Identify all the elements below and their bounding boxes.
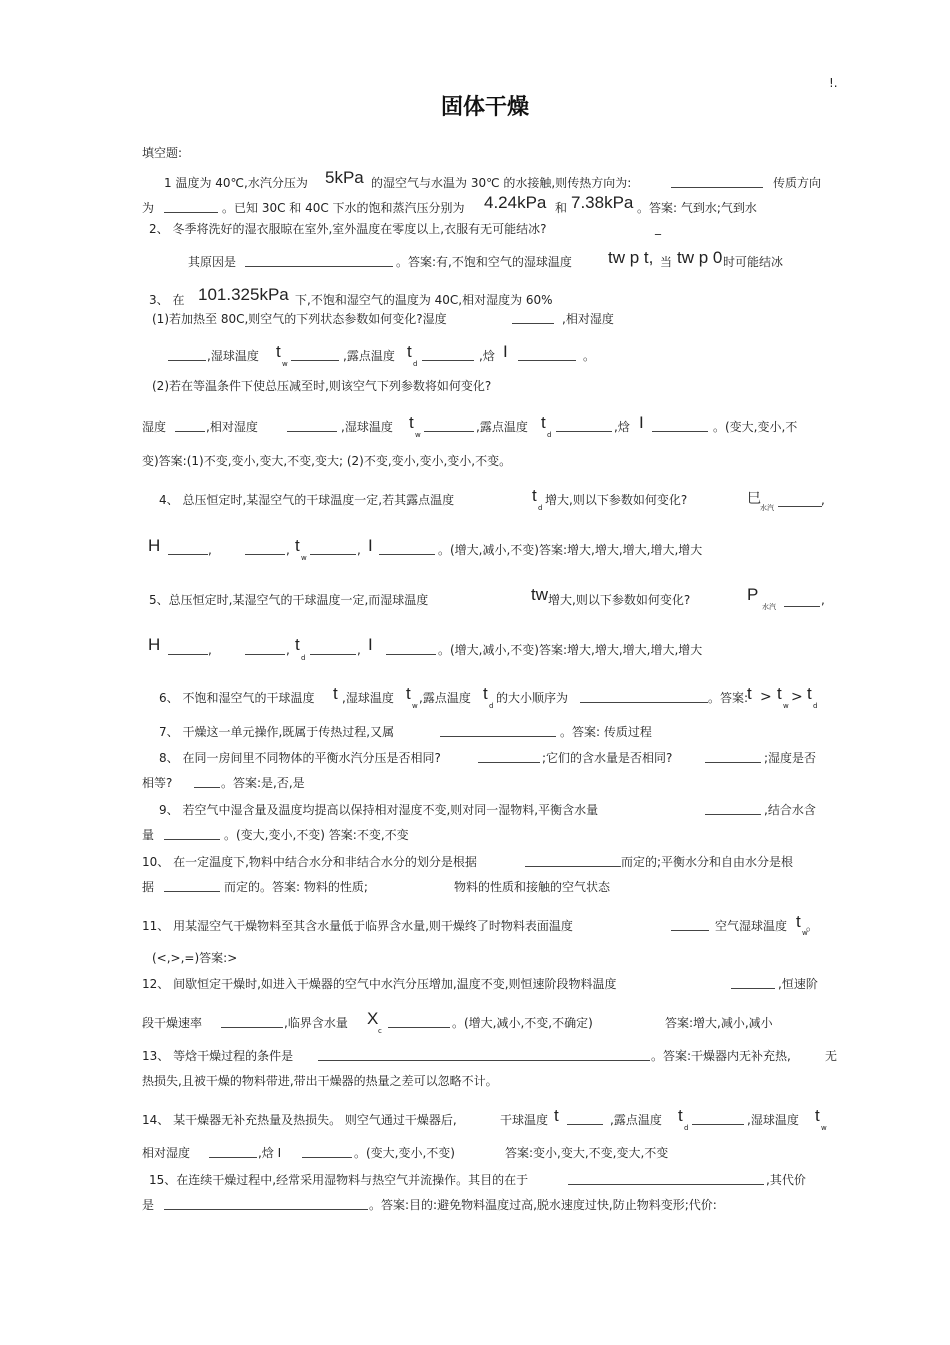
q9-text: ,结合水含 <box>764 803 816 817</box>
q1-value: 5kPa <box>325 168 364 187</box>
q14-text: ,湿球温度 <box>747 1113 799 1127</box>
q15-blank <box>566 1174 766 1187</box>
q4-symbol: t <box>532 486 537 505</box>
q3-blank <box>650 421 710 434</box>
q3-blank <box>289 350 341 363</box>
q1-text: 传质方向 <box>773 176 822 190</box>
q2-text: 时可能结冰 <box>723 255 784 269</box>
q13-blank <box>316 1050 652 1063</box>
q5-blank <box>166 644 210 657</box>
q3-blank <box>510 313 556 326</box>
q4-symbol: t <box>295 536 300 555</box>
q2-text: 2、 冬季将洗好的湿衣服晾在室外,室外温度在零度以上,衣服有无可能结冰? <box>149 222 547 236</box>
q3-symbol: t <box>541 413 546 432</box>
q4-subscript: d <box>538 504 543 512</box>
q14-blank <box>565 1114 605 1127</box>
q3-blank <box>516 350 578 363</box>
q2-formula: tw p t, <box>608 248 654 267</box>
q1-blank <box>162 202 220 215</box>
q5-blank <box>243 644 287 657</box>
q3-blank <box>173 421 207 434</box>
q8-text: ;它们的含水量是否相同? <box>542 751 673 765</box>
q15-text: 15、在连续干燥过程中,经常采用湿物料与热空气并流操作。其目的在于 <box>149 1173 529 1187</box>
q6-symbol: t <box>406 684 411 703</box>
q3-value: 101.325kPa <box>198 285 289 304</box>
q8-blank <box>703 752 763 765</box>
q3-text: ,露点温度 <box>343 349 395 363</box>
q12-answer: 答案:增大,减小,减小 <box>665 1016 773 1030</box>
q9-blank <box>162 829 222 842</box>
q2-text: _ <box>655 221 661 235</box>
q7-answer: 。答案: 传质过程 <box>560 725 652 739</box>
q14-answer: 答案:变小,变大,不变,变大,不变 <box>505 1146 669 1160</box>
q14-symbol: t <box>554 1106 559 1125</box>
q4-symbol: I <box>368 536 373 555</box>
q14-text: 干球温度 <box>500 1113 549 1127</box>
q9-text: 9、 若空气中湿含量及温度均提高以保持相对湿度不变,则对同一湿物料,平衡含水量 <box>159 803 599 817</box>
q6-subscript: w <box>783 702 789 710</box>
q6-answer: 。答案: <box>708 691 749 705</box>
section-heading: 填空题: <box>142 146 183 160</box>
q6-subscript: d <box>489 702 494 710</box>
q6-symbol: > <box>791 689 803 705</box>
q6-symbol: t <box>333 684 338 703</box>
q13-answer: 。答案:干燥器内无补充热, <box>651 1049 791 1063</box>
q12-text: 段干燥速率 <box>142 1016 203 1030</box>
q4-subscript: 水汽 <box>760 504 774 512</box>
q3-text: (1)若加热至 80C,则空气的下列状态参数如何变化?湿度 <box>152 312 447 326</box>
q14-subscript: w <box>821 1124 827 1132</box>
q6-symbol: > <box>760 689 772 705</box>
q12-symbol: X <box>367 1009 379 1028</box>
q12-subscript: c <box>378 1027 382 1035</box>
q3-blank <box>554 421 614 434</box>
q2-blank <box>243 256 395 269</box>
q3-blank <box>422 421 476 434</box>
q1-text: 为 <box>142 201 155 215</box>
q2-formula: tw p 0 <box>677 248 723 267</box>
q3-blank <box>285 421 339 434</box>
q14-symbol: t <box>678 1106 683 1125</box>
q9-answer: 。(变大,变小,不变) 答案:不变,不变 <box>224 828 409 842</box>
q6-subscript: w <box>412 702 418 710</box>
corner-mark: !. <box>829 76 838 90</box>
q4-subscript: w <box>301 554 307 562</box>
q10-blank <box>162 881 222 894</box>
q8-answer: 。答案:是,否,是 <box>221 776 305 790</box>
q1-text: 和 <box>555 201 568 215</box>
q3-subscript: w <box>415 431 421 439</box>
q9-blank <box>703 804 763 817</box>
q12-blank <box>386 1017 452 1030</box>
q4-answer: 。(增大,减小,不变)答案:增大,增大,增大,增大,增大 <box>438 543 703 557</box>
q10-blank <box>523 856 623 869</box>
q10-text: 据 <box>142 880 155 894</box>
q3-blank <box>166 350 208 363</box>
q7-text: 7、 干燥这一单元操作,既属于传热过程,又属 <box>159 725 395 739</box>
q4-blank <box>308 544 358 557</box>
q14-text: ,焓 I <box>258 1146 282 1160</box>
q3-text: ,湿球温度 <box>207 349 259 363</box>
q6-subscript: d <box>813 702 818 710</box>
q5-symbol: tw <box>531 585 548 604</box>
q3-text: ,相对湿度 <box>562 312 614 326</box>
q3-symbol: I <box>639 413 644 432</box>
q14-text: 。(变大,变小,不变) <box>354 1146 455 1160</box>
q3-text: ,焓 <box>479 349 495 363</box>
q10-answer: 而定的。答案: 物料的性质; <box>224 880 368 894</box>
q3-text: ,露点温度 <box>476 420 528 434</box>
q3-subscript: d <box>413 360 418 368</box>
q6-text: 6、 不饱和湿空气的干球温度 <box>159 691 315 705</box>
q3-text: 3、 在 <box>149 293 185 307</box>
q14-blank <box>300 1147 354 1160</box>
q6-text: 的大小顺序为 <box>496 691 569 705</box>
q3-symbol: t <box>409 413 414 432</box>
q5-symbol: P <box>747 585 759 604</box>
q11-text: 空气湿球温度 <box>715 919 788 933</box>
q4-text: 4、 总压恒定时,某湿空气的干球温度一定,若其露点温度 <box>159 493 455 507</box>
q4-text: , <box>208 543 212 557</box>
q12-text: ,恒速阶 <box>778 977 818 991</box>
q5-text: , <box>208 643 212 657</box>
q12-text: 12、 间歇恒定干燥时,如进入干燥器的空气中水汽分压增加,温度不变,则恒速阶段物料温度 <box>142 977 617 991</box>
q4-text: , <box>821 493 825 507</box>
q5-text: 5、总压恒定时,某湿空气的干球温度一定,而湿球温度 <box>149 593 429 607</box>
q6-text: ,湿球温度 <box>342 691 394 705</box>
q1-text: 1 温度为 40℃,水汽分压为 <box>164 176 308 190</box>
q11-symbol: t <box>796 912 801 931</box>
q5-subscript: d <box>301 654 306 662</box>
q15-text: ,其代价 <box>766 1173 806 1187</box>
q8-blank <box>192 777 222 790</box>
q3-subscript: d <box>547 431 552 439</box>
q3-text: 。(变大,变小,不 <box>713 420 798 434</box>
q3-symbol: t <box>276 342 281 361</box>
q12-blank <box>729 978 777 991</box>
q3-text: 下,不饱和湿空气的温度为 40C,相对湿度为 60% <box>295 293 553 307</box>
q14-blank <box>207 1147 259 1160</box>
q5-symbol: H <box>148 635 161 654</box>
q14-subscript: d <box>684 1124 689 1132</box>
q14-text: 14、 某干燥器无补充热量及热损失。 则空气通过干燥器后, <box>142 1113 457 1127</box>
q6-symbol: t <box>483 684 488 703</box>
q10-answer: 物料的性质和接触的空气状态 <box>454 880 611 894</box>
q9-text: 量 <box>142 828 155 842</box>
q6-symbol: t <box>807 684 812 703</box>
q15-text: 是 <box>142 1198 155 1212</box>
q15-answer: 。答案:目的:避免物料温度过高,脱水速度过快,防止物料变形;代价: <box>369 1198 717 1212</box>
q11-answer: (<,>,=)答案:> <box>152 951 238 965</box>
q5-blank <box>384 644 438 657</box>
q4-blank <box>243 544 287 557</box>
q5-blank <box>308 644 358 657</box>
q3-text: ,焓 <box>614 420 630 434</box>
q11-subscript: w <box>802 929 808 937</box>
q1-text: 的湿空气与水温为 30℃ 的水接触,则传热方向为: <box>371 176 632 190</box>
q3-text: (2)若在等温条件下使总压减至时,则该空气下列参数将如何变化? <box>152 379 492 393</box>
q3-text: ,相对湿度 <box>206 420 258 434</box>
q8-text: 相等? <box>142 776 173 790</box>
q14-text: 相对湿度 <box>142 1146 191 1160</box>
q5-symbol: I <box>368 635 373 654</box>
q11-text: 。 <box>806 919 819 933</box>
q3-blank <box>420 350 476 363</box>
q5-subscript: 水汽 <box>762 603 776 611</box>
q15-blank <box>162 1199 370 1212</box>
q5-text: 增大,则以下参数如何变化? <box>548 593 691 607</box>
q11-blank <box>669 920 711 933</box>
q10-text: 10、 在一定温度下,物料中结合水分和非结合水分的划分是根据 <box>142 855 477 869</box>
q5-text: , <box>821 593 825 607</box>
q14-symbol: t <box>815 1106 820 1125</box>
q3-symbol: t <box>407 342 412 361</box>
q3-subscript: w <box>282 360 288 368</box>
q12-blank <box>219 1017 285 1030</box>
q5-symbol: t <box>295 635 300 654</box>
q14-blank <box>690 1114 746 1127</box>
q12-text: 。(增大,减小,不变,不确定) <box>452 1016 593 1030</box>
q6-text: ,露点温度 <box>419 691 471 705</box>
q1-value: 7.38kPa <box>571 193 634 212</box>
q4-blank <box>377 544 437 557</box>
q2-answer: 。答案:有,不饱和空气的湿球温度 <box>396 255 572 269</box>
q4-symbol: H <box>148 536 161 555</box>
q1-blank <box>669 177 765 190</box>
q4-blank <box>166 544 210 557</box>
q4-blank <box>776 493 825 509</box>
q8-text: ;湿度是否 <box>764 751 817 765</box>
q14-text: ,露点温度 <box>610 1113 662 1127</box>
q12-text: ,临界含水量 <box>284 1016 348 1030</box>
q6-symbol: t <box>777 684 782 703</box>
q2-text: 其原因是 <box>188 255 237 269</box>
q2-text: 当 <box>660 255 673 269</box>
q5-blank <box>782 596 822 609</box>
q4-text: 增大,则以下参数如何变化? <box>545 493 688 507</box>
q11-text: 11、 用某湿空气干燥物料至其含水量低于临界含水量,则干燥终了时物料表面温度 <box>142 919 573 933</box>
q3-text: ,湿球温度 <box>341 420 393 434</box>
q4-text: , <box>286 543 290 557</box>
q6-symbol: t <box>747 684 752 703</box>
q7-blank <box>438 726 558 739</box>
q3-answer: 变)答案:(1)不变,变小,变大,不变,变大; (2)不变,变小,变小,变小,不变。 <box>142 454 512 468</box>
q3-symbol: I <box>503 342 508 361</box>
q10-text: 而定的;平衡水分和自由水分是根 <box>621 855 794 869</box>
q6-blank <box>578 692 710 705</box>
q8-blank <box>476 752 542 765</box>
q1-text: 。已知 30C 和 40C 下水的饱和蒸汽压分别为 <box>222 201 465 215</box>
q1-answer: 。答案: 气到水;气到水 <box>637 201 757 215</box>
page-title: 固体干燥 <box>441 95 530 120</box>
q1-value: 4.24kPa <box>484 193 547 212</box>
q8-text: 8、 在同一房间里不同物体的平衡水汽分压是否相同? <box>159 751 441 765</box>
q3-text: 湿度 <box>142 420 167 434</box>
q13-answer: 热损失,且被干燥的物料带进,带出干燥器的热量之差可以忽略不计。 <box>142 1074 498 1088</box>
q4-text: , <box>357 543 361 557</box>
q4-symbol: 巳 <box>747 491 761 507</box>
q3-text: 。 <box>583 349 596 363</box>
q13-answer: 无 <box>825 1049 838 1063</box>
q5-answer: 。(增大,减小,不变)答案:增大,增大,增大,增大,增大 <box>438 643 703 657</box>
q5-text: , <box>286 643 290 657</box>
q13-text: 13、 等焓干燥过程的条件是 <box>142 1049 294 1063</box>
q5-text: , <box>357 643 361 657</box>
